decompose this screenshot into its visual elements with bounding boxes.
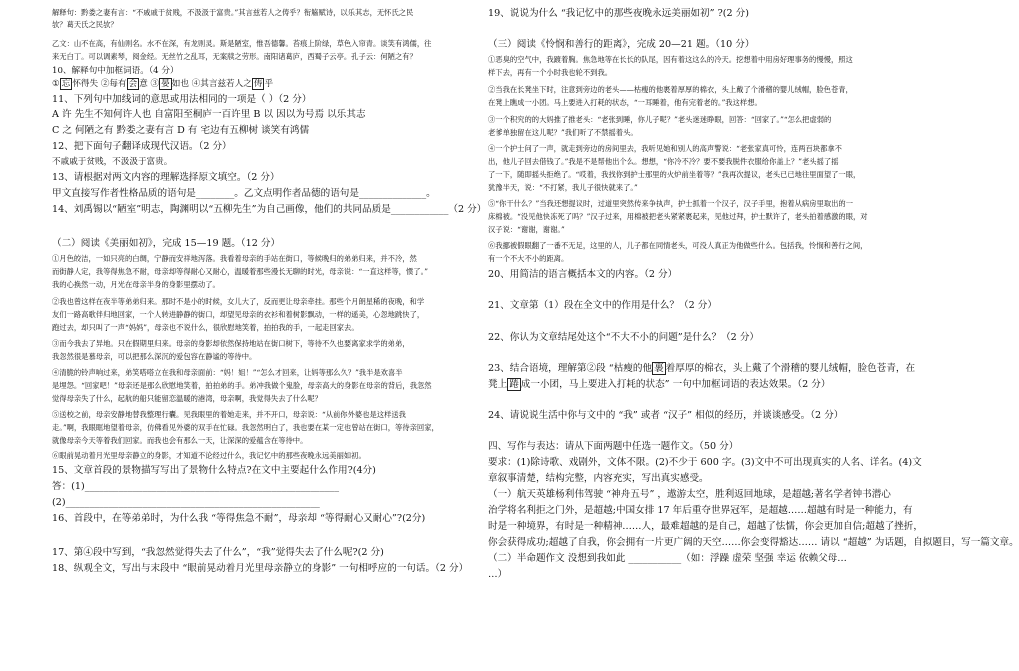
left-column-line: 觉得母亲失了什么，起航的船只能留恋温暖的港湾，母亲啊，我觉得失去了什么呢？ — [52, 394, 322, 403]
left-column-line: A 许 先生不知何许人也 自富阳至桐庐一百许里 B 以 因以为号焉 以乐其志 — [52, 109, 366, 120]
left-column-line: 解释句：黔娄之妻有言：“不戚戚于贫贱，不汲汲于富贵。”其言兹若人之俦乎？衔觞赋诗，以乐其志，无怀氏之民 — [52, 8, 414, 17]
left-column-line: ③而今我去了异地。只在假期里归来。母亲的身影却依然保持地站在街口树下，等待不久也要离家求学的弟弟， — [52, 339, 410, 348]
right-column-line: 在凳上瞧成一小团。马上要进入打耗的状态，“一耳睡着，他有完着老的。”我这样想。 — [488, 98, 762, 107]
right-column-line: 样下去，再有一个小时我也轮不到我。 — [488, 68, 613, 77]
right-column-line: 有一个不大不小的距离。 — [488, 254, 569, 263]
right-column-line: 时是一种境界，有时是一种精神……人，最难超越的是自己，超越了怯懦，你会更加自信;超越了挫折， — [488, 521, 923, 532]
left-column-line: (2)_____________________________________________________ — [52, 497, 320, 508]
right-column-line: 章叙事清楚，结构完整，内容充实，写出真实感受。 — [488, 473, 709, 484]
right-column-line: （二）半命题作文 没想到我如此 ___________（如：浮躁 虚荣 坚强 幸运 依赖父母… — [488, 553, 847, 564]
right-column-line: 犹豫半天，说：“不打紧，我儿子很快就来了。” — [488, 183, 638, 192]
right-column-line: 21、文章第（1）段在全文中的作用是什么？（2 分） — [488, 300, 717, 311]
right-column-line: 凳上 踡 成一小团，马上要进入打耗的状态” 一句中加框词语的表达效果。（2 分） — [488, 379, 831, 390]
left-column-line: ④清脆的铃声响过来，弟笑嗒嗒立在我和母亲面前：“妈！姐！”“怎么才回来，让妈等那么久？”我半是欢喜半 — [52, 368, 403, 377]
right-column-line: ③一个积究的的大妈推了推老头：“老张到睡，你儿子呢？”老头迷迷睁眼，回答：“回家了。”“怎么把虚弱的 — [488, 115, 832, 124]
right-column-line: ④一个护士问了一声，就走到旁边的房间里去，我听见她和别人的高声警说：“老张家真可怜，连两百块都拿不 — [488, 144, 842, 153]
right-column-line: 了一下，随即摇头拒绝了。“哎着，我找你到护士那里的火炉前坐着等？”我再次提议，老头已已地往里面望了一眼， — [488, 170, 861, 179]
left-column-line: 乙文：山不在高，有仙则名。水不在深，有龙则灵。斯是陋室，惟吾德馨。苔痕上阶绿，草色入帘青。谈笑有鸿儒，往 — [52, 39, 432, 48]
right-column-line: ②当我在长凳坐下时，注意到旁边的老头——枯瘦的他裹着厚厚的棉衣，头上戴了个滑稽的婴儿绒帽，脸色苍青， — [488, 85, 853, 94]
right-column-line: ⑤“你干什么？”当我还想提议时，过道里突然传来争执声，护士抓着一个汉子，汉子手里，抱着从病房里取出的一 — [488, 199, 854, 208]
right-column-line: 19、说说为什么 “我记忆中的那些夜晚永远美丽如初” ?(2 分) — [488, 8, 749, 19]
left-column-line: 17、第④段中写到，“我忽然觉得失去了什么”，“我”觉得失去了什么呢?(2 分) — [52, 547, 384, 558]
left-column-line: 我忽然很是慕母亲，可以把那么深沉的爱包容在静谧的等待中。 — [52, 352, 257, 361]
left-column-line: 13、请根据对两文内容的理解选择原文填空。（2 分） — [52, 172, 280, 183]
left-column-line: 答：(1)_____________________________________________________ — [52, 481, 340, 492]
left-column-line: 不戚戚于贫贱，不汲汲于富贵。 — [52, 157, 173, 167]
left-column-line: 欤？葛天氏之民欤？ — [52, 20, 118, 29]
left-column-line: 就像母亲今天等着我们回家。而我也会有那么一天，让深深的爱蕴含在等待中。 — [52, 436, 308, 445]
right-column-line: 治学将名利拒之门外，是超越;中国女排 17 年后重夺世界冠军，是超越……超越有时是一种能力，有 — [488, 505, 913, 516]
left-column-line: ⑤送校之前，母亲安静地替我整理行囊。见我眼里的着她走来，并不开口，母亲说：“从前你外婆也是这样送我 — [52, 410, 406, 419]
right-column-line: 24、请说说生活中你与文中的 “我” 或者 “汉子” 相似的经历，并谈谈感受。（2 分） — [488, 410, 844, 421]
left-column-line: 甲文直接写作者性格品质的语句是________。乙文点明作者品德的语句是______________。 — [52, 188, 436, 199]
right-column-line: 23、结合语境，理解第②段 “枯瘦的他 裹 着厚厚的棉衣，头上戴了个滑稽的婴儿绒帽，脸色苍青，在 — [488, 363, 916, 374]
right-column-line: 你会获得成功;超越了自我，你会拥有一片更广阔的天空……你会变得豁达…… 请以 “超越” 为话题，自拟题目，写一篇文章。 — [488, 537, 1019, 548]
right-column-line: 22、你认为文章结尾处这个“不大不小的问题”是什么？（2 分） — [488, 332, 760, 343]
left-column-line: 10、解释句中加框词语。（4 分） — [52, 66, 179, 76]
left-column-line: ②我也曾这样在夜半等弟弟归来。那时不是小的时候，女儿大了，反而更让母亲牵挂。那些个月朗星稀的夜晚，和学 — [52, 297, 425, 306]
left-column-line: 走。”啊，我眼眶地望着母亲，仿佛看见外婆的双手在忙碌。我忽然明白了，我也要在某一定也曾站在街口，等待亲回家， — [52, 423, 439, 432]
right-column-line: （一）航天英雄杨利伟驾驶 “神舟五号” ，遨游太空，胜利返回地球，是超越;著名学者钟书潜心 — [488, 489, 891, 500]
right-column-line: 出，他儿子回去借钱了。”我是不是帮他出个么。想想，“你冷不冷？要不要我脱件衣服给你盖上？”老头摇了摇 — [488, 157, 839, 166]
right-column-line: 要求：(1)除诗歌、戏剧外，文体不限。(2)不少于 600 字。(3)文中不可出现真实的人名、详名。(4)文 — [488, 457, 922, 468]
right-column-line: 20、用简洁的语言概括本文的内容。（2 分） — [488, 269, 678, 280]
right-column-line: （三）阅读《怜悯和善行的距离》，完成 20—21 题。（10 分） — [488, 39, 755, 50]
boxed-character: 裹 — [654, 363, 664, 374]
boxed-character: 俦 — [253, 79, 263, 89]
right-column-line: 老爹单独留在这儿呢？”我们听了不禁摇着头。 — [488, 128, 638, 137]
right-column-line: …） — [488, 569, 508, 580]
left-column-line: 16、首段中，在等弟弟时，为什么我 “等得焦急不耐”，母亲却 “等得耐心又耐心”?(2分) — [52, 513, 426, 524]
right-column-line: ⑥我挪被假眼翻了一番不无足，这里的人，儿子都在同情老头，可没人真正为他做些什么。包括我，怜悯和善行之间， — [488, 241, 868, 250]
right-column-line: 四、写作与表达：请从下面两题中任选一题作文。（50 分） — [488, 441, 739, 452]
right-column-line: 汉子说：“谢谢，谢谢。” — [488, 225, 565, 234]
left-column-line: 跑过去，却只叫了一声“妈妈”，母亲也不说什么，很欣慰地笑着，拍拍我的手，一起走回家去。 — [52, 323, 359, 332]
left-column-line: 是埋怨。“回家吧！”母亲还是那么欣慰地笑着，拍拍弟的手。弟冲我做个鬼脸，母亲高大的身影在母亲的背后，我忽然 — [52, 381, 432, 390]
left-column-line: 而街静人定，我等得焦急不耐，母亲却等得耐心又耐心，温暖着那些漫长无聊的时光，母亲说：“一直这样等，惯了。” — [52, 267, 428, 276]
left-column-line: 15、文章首段的景物描写写出了景物什么特点?在文中主要起什么作用?(4分) — [52, 465, 376, 476]
boxed-character: 踡 — [509, 379, 519, 390]
right-column-line: ①恶臭的空气中，我踱着胸。焦急地等在长长的队尾，因有着这这么的冷天。挖想着中用房好理事务的慢慢，照这 — [488, 55, 853, 64]
left-column-line: （二）阅读《美丽如初》，完成 15—19 题。（12 分） — [52, 238, 281, 249]
left-column-line: 12、把下面句子翻译成现代汉语。（2 分） — [52, 141, 232, 152]
boxed-character: 晏 — [161, 79, 170, 89]
left-column-line: 14、刘禹锡以“陋室”明志，陶渊明以“五柳先生”为自己画像，他们的共同品质是____________（2 分） — [52, 204, 487, 215]
left-column-line: C 之 何陋之有 黔娄之妻有言 D 有 宅边有五柳树 谈笑有鸿儒 — [52, 125, 310, 136]
boxed-character: 忘 — [61, 79, 71, 89]
left-column-line: 友们一路高歌伴归地回家，一个人转进静静的街口，却望见母亲的衣衫和着树影飘动，一样的遥美，心忽地跳快了， — [52, 310, 425, 319]
boxed-character: 会 — [128, 79, 138, 89]
left-column-line: ①月色皎洁，一如只亮的白绸，宁静而安祥地泻落。我看着母亲的手站在街口，等候晚归的弟弟归来，并不冷，然 — [52, 254, 417, 263]
left-column-line: 来无白丁。可以调素琴，阅金经。无丝竹之乱耳，无案牍之劳形。南阳诸葛庐，西蜀子云亭。孔子云：何陋之有？ — [52, 52, 417, 61]
left-column-line: ⑥眼前晃动着月光里母亲静立的身影，才知道不论经过什么，我记忆中的那些夜晚永远美丽如初。 — [52, 451, 366, 460]
left-column-line: 我的心换然一动，月光在母亲半身的身影里摆动了。 — [52, 280, 220, 289]
right-column-line: 床棉被。“没见他快冻死了吗？”汉子过来，用棉被把老头紧紧裹起来，见他过拜，护士默许了，老头拍着感激的眼，对 — [488, 212, 868, 221]
left-column-line: ① 忘 怀得失 ②每有 会 意 ③ 晏 如也 ④其言兹若人之 俦 乎 — [52, 79, 274, 89]
left-column-line: 18、纵观全文，写出与末段中 “眼前晃动着月光里母亲静立的身影” 一句相呼应的一句话。（2 分） — [52, 563, 469, 574]
left-column-line: 11、下列句中加线词的意思或用法相同的一项是（ ）（2 分） — [52, 94, 312, 105]
